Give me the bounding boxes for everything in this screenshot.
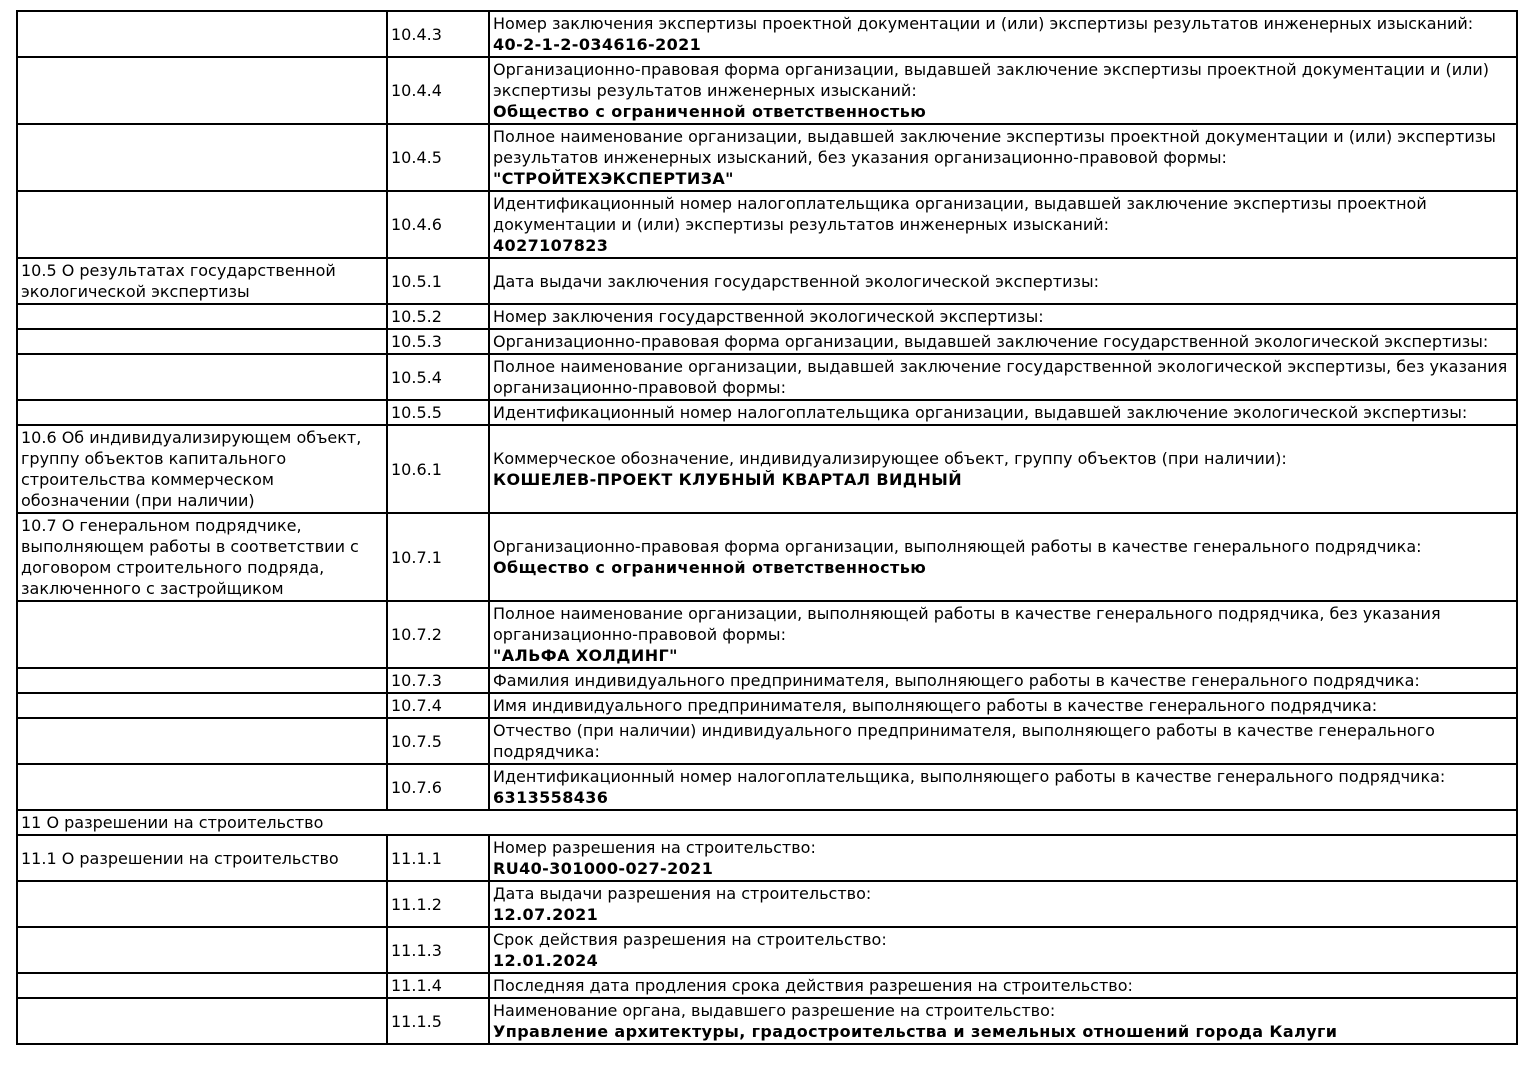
item-description-cell: [489, 11, 1517, 57]
item-description-cell: [489, 693, 1517, 718]
table-row: [17, 668, 1517, 693]
item-value: "АЛЬФА ХОЛДИНГ": [493, 646, 678, 665]
item-description-cell: [489, 329, 1517, 354]
item-number-cell: 10.5.3: [387, 329, 489, 354]
section-cell: [17, 601, 387, 668]
table-row: [17, 304, 1517, 329]
table-row: [17, 11, 1517, 57]
table-row: [17, 258, 1517, 304]
item-description-cell: [489, 764, 1517, 810]
item-value: 12.01.2024: [493, 951, 599, 970]
item-value: КОШЕЛЕВ-ПРОЕКТ КЛУБНЫЙ КВАРТАЛ ВИДНЫЙ: [493, 470, 963, 489]
section-cell: [17, 693, 387, 718]
item-number-cell: 11.1.3: [387, 927, 489, 973]
item-label: Организационно-правовая форма организации, выдавшей заключение экспертизы проектной документации и (или) экспертизы результатов инженерных изысканий:: [493, 60, 1490, 100]
item-description-cell: [489, 57, 1517, 124]
table-row: [17, 354, 1517, 400]
item-description-cell: [489, 400, 1517, 425]
section-cell: 10.7 О генеральном подрядчике, выполняющем работы в соответствии с договором строительного подряда, заключенного с застройщиком: [17, 513, 387, 601]
section-cell: [17, 998, 387, 1044]
table-row: [17, 835, 1517, 881]
item-number-cell: 10.5.1: [387, 258, 489, 304]
section-cell: [17, 668, 387, 693]
item-value: Управление архитектуры, градостроительства и земельных отношений города Калуги: [493, 1022, 1338, 1041]
item-description-cell: [489, 718, 1517, 764]
table-row: [17, 973, 1517, 998]
item-description-cell: [489, 258, 1517, 304]
item-number-cell: 10.7.3: [387, 668, 489, 693]
item-description-cell: [489, 927, 1517, 973]
table-row: [17, 329, 1517, 354]
item-description-cell: [489, 835, 1517, 881]
item-label: Срок действия разрешения на строительство:: [493, 930, 887, 949]
item-label: Номер заключения государственной экологической экспертизы:: [493, 307, 1044, 326]
item-label: Номер заключения экспертизы проектной документации и (или) экспертизы результатов инженерных изысканий:: [493, 14, 1474, 33]
section-cell: [17, 973, 387, 998]
item-number-cell: 10.5.4: [387, 354, 489, 400]
section-header-row: [17, 810, 1517, 835]
table-row: [17, 881, 1517, 927]
declaration-table: [16, 10, 1518, 1045]
table-row: [17, 718, 1517, 764]
section-cell: [17, 927, 387, 973]
item-value: "СТРОЙТЕХЭКСПЕРТИЗА": [493, 169, 734, 188]
item-number-cell: 10.4.4: [387, 57, 489, 124]
section-cell: [17, 124, 387, 191]
item-number-cell: 10.5.2: [387, 304, 489, 329]
table-row: [17, 191, 1517, 258]
item-description-cell: [489, 881, 1517, 927]
item-number-cell: 10.4.6: [387, 191, 489, 258]
item-value: Общество с ограниченной ответственностью: [493, 558, 927, 577]
item-label: Коммерческое обозначение, индивидуализирующее объект, группу объектов (при наличии):: [493, 449, 1287, 468]
item-label: Идентификационный номер налогоплательщика организации, выдавшей заключение экологической экспертизы:: [493, 403, 1468, 422]
item-description-cell: [489, 124, 1517, 191]
item-number-cell: 10.4.5: [387, 124, 489, 191]
item-label: Организационно-правовая форма организации, выполняющей работы в качестве генерального подрядчика:: [493, 537, 1422, 556]
section-cell: [17, 718, 387, 764]
item-number-cell: 11.1.1: [387, 835, 489, 881]
item-label: Идентификационный номер налогоплательщика организации, выдавшей заключение экспертизы проектной документации и (или) экспертизы результатов инженерных изысканий:: [493, 194, 1427, 234]
item-value: Общество с ограниченной ответственностью: [493, 102, 927, 121]
section-cell: 10.6 Об индивидуализирующем объект, группу объектов капитального строительства коммерческом обозначении (при наличии): [17, 425, 387, 513]
table-row: [17, 927, 1517, 973]
item-number-cell: 10.7.6: [387, 764, 489, 810]
item-value: 40-2-1-2-034616-2021: [493, 35, 702, 54]
item-label: Полное наименование организации, выдавшей заключение государственной экологической экспертизы, без указания организационно-правовой формы:: [493, 357, 1508, 397]
item-label: Имя индивидуального предпринимателя, выполняющего работы в качестве генерального подрядчика:: [493, 696, 1378, 715]
table-row: [17, 998, 1517, 1044]
section-cell: [17, 329, 387, 354]
section-cell: [17, 191, 387, 258]
section-title: 11 О разрешении на строительство: [17, 810, 1517, 835]
section-cell: [17, 400, 387, 425]
section-cell: 10.5 О результатах государственной экологической экспертизы: [17, 258, 387, 304]
section-cell: 11.1 О разрешении на строительство: [17, 835, 387, 881]
section-cell: [17, 354, 387, 400]
item-label: Фамилия индивидуального предпринимателя, выполняющего работы в качестве генерального подрядчика:: [493, 671, 1420, 690]
item-label: Наименование органа, выдавшего разрешение на строительство:: [493, 1001, 1056, 1020]
table-row: [17, 400, 1517, 425]
item-description-cell: [489, 304, 1517, 329]
declaration-table-body: [17, 11, 1517, 1044]
table-row: [17, 513, 1517, 601]
table-row: [17, 764, 1517, 810]
item-label: Отчество (при наличии) индивидуального предпринимателя, выполняющего работы в качестве генерального подрядчика:: [493, 721, 1435, 761]
table-row: [17, 601, 1517, 668]
section-cell: [17, 11, 387, 57]
item-label: Дата выдачи разрешения на строительство:: [493, 884, 872, 903]
item-description-cell: [489, 354, 1517, 400]
item-number-cell: 11.1.4: [387, 973, 489, 998]
item-description-cell: [489, 668, 1517, 693]
item-description-cell: [489, 513, 1517, 601]
item-description-cell: [489, 191, 1517, 258]
item-number-cell: 10.4.3: [387, 11, 489, 57]
item-value: RU40-301000-027-2021: [493, 859, 714, 878]
section-cell: [17, 881, 387, 927]
section-cell: [17, 57, 387, 124]
item-description-cell: [489, 998, 1517, 1044]
item-number-cell: 10.5.5: [387, 400, 489, 425]
item-label: Идентификационный номер налогоплательщика, выполняющего работы в качестве генерального подрядчика:: [493, 767, 1446, 786]
item-label: Номер разрешения на строительство:: [493, 838, 816, 857]
item-label: Организационно-правовая форма организации, выдавшей заключение государственной экологической экспертизы:: [493, 332, 1489, 351]
table-row: [17, 693, 1517, 718]
item-label: Дата выдачи заключения государственной экологической экспертизы:: [493, 271, 1100, 291]
item-description-cell: [489, 973, 1517, 998]
section-cell: [17, 764, 387, 810]
table-row: [17, 425, 1517, 513]
item-number-cell: 10.7.1: [387, 513, 489, 601]
item-label: Полное наименование организации, выполняющей работы в качестве генерального подрядчика, без указания организационно-правовой формы:: [493, 604, 1441, 644]
table-row: [17, 124, 1517, 191]
section-cell: [17, 304, 387, 329]
item-value: 6313558436: [493, 788, 609, 807]
item-value: 12.07.2021: [493, 905, 599, 924]
item-value: 4027107823: [493, 236, 609, 255]
item-description-cell: [489, 425, 1517, 513]
item-number-cell: 11.1.5: [387, 998, 489, 1044]
table-row: [17, 57, 1517, 124]
item-number-cell: 10.7.4: [387, 693, 489, 718]
item-description-cell: [489, 601, 1517, 668]
item-number-cell: 10.7.5: [387, 718, 489, 764]
item-label: Полное наименование организации, выдавшей заключение экспертизы проектной документации и (или) экспертизы результатов инженерных изысканий, без указания организационно-правовой формы:: [493, 127, 1496, 167]
item-number-cell: 11.1.2: [387, 881, 489, 927]
item-number-cell: 10.6.1: [387, 425, 489, 513]
item-label: Последняя дата продления срока действия разрешения на строительство:: [493, 976, 1133, 995]
item-number-cell: 10.7.2: [387, 601, 489, 668]
